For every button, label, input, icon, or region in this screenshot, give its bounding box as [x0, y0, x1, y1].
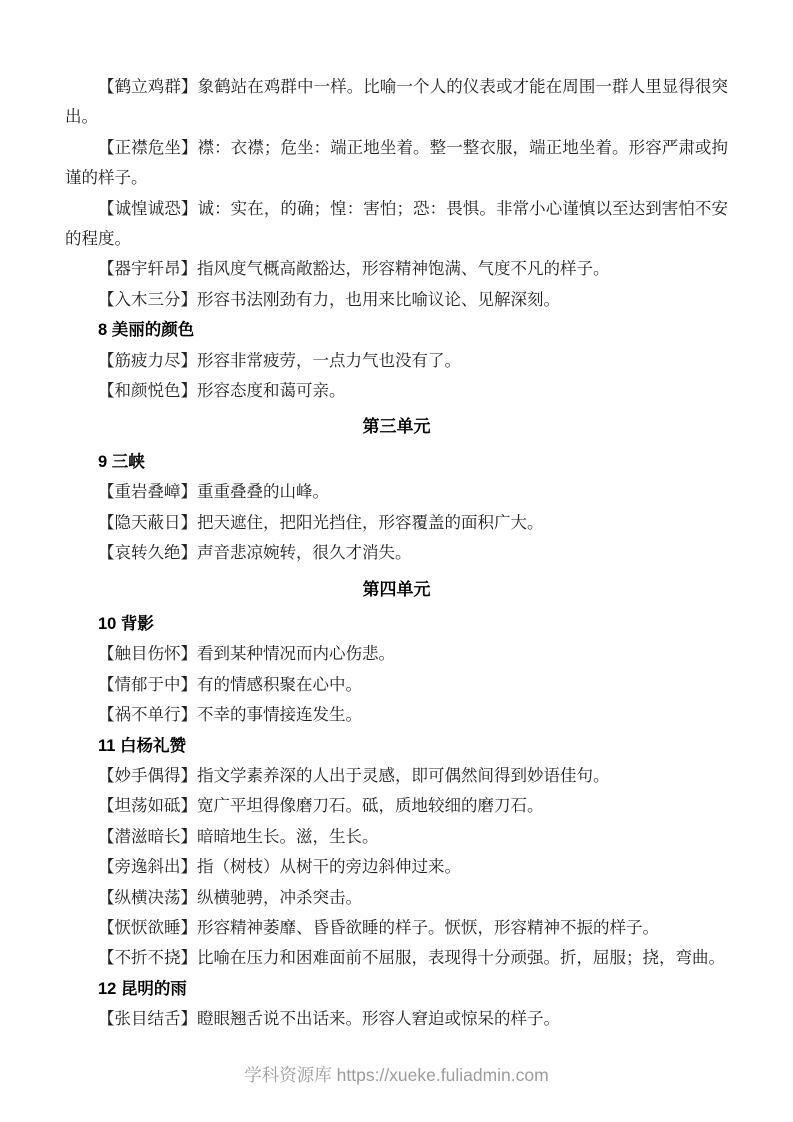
idiom-term: 【入木三分】	[98, 289, 197, 309]
idiom-entry	[65, 913, 728, 943]
idiom-entry	[65, 639, 728, 669]
idiom-definition: 宽广平坦得像磨刀石。砥，质地较细的磨刀石。	[197, 796, 544, 816]
idiom-term: 【恹恹欲睡】	[98, 917, 197, 937]
idiom-term: 【器宇轩昂】	[98, 259, 197, 279]
idiom-definition: 有的情感积聚在心中。	[197, 674, 362, 694]
idiom-term: 【重岩叠嶂】	[98, 482, 197, 502]
idiom-term: 【旁逸斜出】	[98, 857, 197, 877]
idiom-entry	[65, 194, 728, 255]
idiom-definition: 形容精神萎靡、昏昏欲睡的样子。恹恹，形容精神不振的样子。	[197, 917, 659, 937]
idiom-term: 【张目结舌】	[98, 1009, 197, 1029]
idiom-entry	[65, 883, 728, 913]
idiom-term: 【潜滋暗长】	[98, 826, 197, 846]
idiom-term: 【正襟危坐】	[98, 137, 198, 157]
unit-heading: 第三单元	[362, 417, 431, 437]
idiom-definition: 指文学素养深的人出于灵感，即可偶然间得到妙语佳句。	[197, 765, 610, 785]
idiom-definition: 指（树枝）从树干的旁边斜伸过来。	[197, 857, 461, 877]
idiom-entry	[65, 791, 728, 821]
idiom-entry	[65, 538, 728, 568]
idiom-definition: 纵横驰骋，冲杀突击。	[197, 887, 362, 907]
idiom-definition: 襟：衣襟；危坐：端正地坐着。整一整衣服，端正地坐着。形容严肃或拘谨的样子。	[65, 137, 729, 188]
idiom-entry	[65, 508, 728, 538]
unit-heading: 第四单元	[362, 579, 431, 599]
idiom-entry	[65, 346, 728, 376]
idiom-definition: 形容书法刚劲有力，也用来比喻议论、见解深刻。	[197, 289, 560, 309]
idiom-entry	[65, 133, 728, 194]
idiom-definition: 诚：实在，的确；惶：害怕；恐：畏惧。非常小心谨慎以至达到害怕不安的程度。	[65, 198, 729, 249]
idiom-entry	[65, 700, 728, 730]
lesson-heading: 11 白杨礼赞	[98, 736, 187, 755]
idiom-definition: 形容态度和蔼可亲。	[197, 381, 346, 401]
idiom-definition: 暗暗地生长。滋，生长。	[197, 826, 379, 846]
idiom-term: 【隐天蔽日】	[98, 512, 197, 532]
idiom-term: 【鹤立鸡群】	[98, 77, 198, 96]
lesson-heading: 12 昆明的雨	[98, 979, 187, 998]
idiom-term: 【筋疲力尽】	[98, 350, 197, 370]
idiom-entry	[65, 670, 728, 700]
lesson-heading: 8 美丽的颜色	[98, 321, 195, 340]
idiom-entry	[65, 376, 728, 406]
idiom-entry	[65, 254, 728, 284]
idiom-definition: 指风度气概高敞豁达，形容精神饱满、气度不凡的样子。	[197, 259, 610, 279]
watermark-footer	[0, 1063, 793, 1087]
idiom-definition: 形容非常疲劳，一点力气也没有了。	[197, 350, 461, 370]
idiom-term: 【坦荡如砥】	[98, 796, 197, 816]
idiom-term: 【触目伤怀】	[98, 644, 197, 664]
idiom-entry	[65, 1004, 728, 1034]
idiom-entry	[65, 477, 728, 507]
lesson-heading: 9 三峡	[98, 452, 145, 471]
idiom-entry	[65, 822, 728, 852]
watermark-text: 学科资源库 https://xueke.fuliadmin.com	[244, 1065, 549, 1085]
idiom-entry	[65, 761, 728, 791]
idiom-definition: 瞪眼翘舌说不出话来。形容人窘迫或惊呆的样子。	[197, 1009, 560, 1029]
idiom-definition: 把天遮住，把阳光挡住，形容覆盖的面积广大。	[197, 512, 544, 532]
idiom-entry	[65, 943, 728, 973]
idiom-entry	[65, 72, 728, 133]
idiom-term: 【妙手偶得】	[98, 765, 197, 785]
document-body	[65, 72, 728, 1035]
idiom-entry	[65, 852, 728, 882]
idiom-definition: 重重叠叠的山峰。	[197, 482, 329, 502]
idiom-definition: 看到某种情况而内心伤悲。	[197, 644, 395, 664]
lesson-heading: 10 背影	[98, 614, 154, 633]
idiom-term: 【不折不挠】	[98, 948, 197, 968]
idiom-term: 【情郁于中】	[98, 674, 197, 694]
idiom-term: 【诚惶诚恐】	[98, 198, 198, 218]
idiom-definition: 不幸的事情接连发生。	[197, 705, 362, 725]
idiom-entry	[65, 285, 728, 315]
idiom-definition: 象鹤站在鸡群中一样。比喻一个人的仪表或才能在周围一群人里显得很突出。	[65, 77, 729, 127]
idiom-definition: 声音悲凉婉转，很久才消失。	[197, 543, 412, 563]
idiom-definition: 比喻在压力和困难面前不屈服，表现得十分顽强。折，屈服；挠，弯曲。	[197, 948, 725, 968]
idiom-term: 【祸不单行】	[98, 705, 197, 725]
idiom-term: 【哀转久绝】	[98, 543, 197, 563]
idiom-term: 【和颜悦色】	[98, 381, 197, 401]
idiom-term: 【纵横决荡】	[98, 887, 197, 907]
